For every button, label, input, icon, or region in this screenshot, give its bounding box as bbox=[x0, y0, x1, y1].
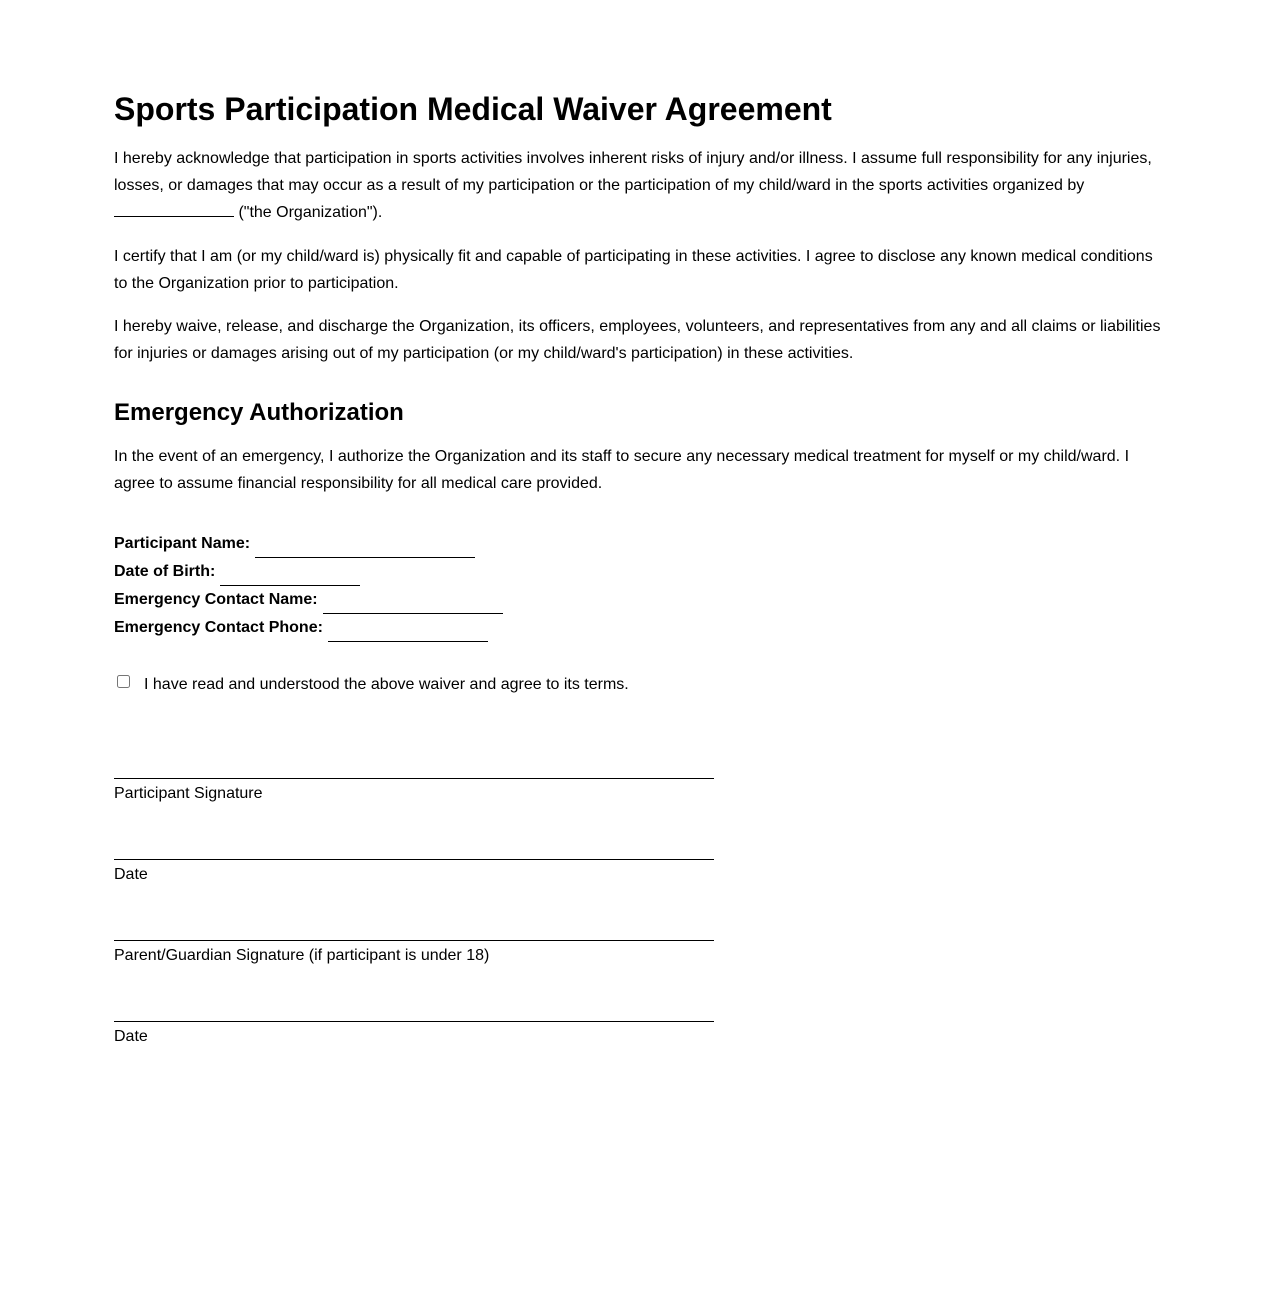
agreement-row[interactable] bbox=[114, 676, 629, 694]
organization-suffix: ("the Organization"). bbox=[234, 204, 383, 221]
emergency-contact-name-field[interactable] bbox=[114, 590, 503, 610]
date-of-birth-field[interactable] bbox=[114, 562, 360, 582]
organization-blank-line bbox=[114, 202, 234, 217]
agreement-label: I have read and understood the above waiver and agree to its terms. bbox=[144, 676, 629, 693]
page-title: Sports Participation Medical Waiver Agreement bbox=[114, 91, 832, 127]
date-label: Date bbox=[114, 866, 148, 883]
emergency-contact-phone-field[interactable] bbox=[114, 618, 488, 638]
participant-name-field[interactable] bbox=[114, 534, 475, 554]
date-label: Date bbox=[114, 1028, 148, 1045]
paragraph-certification: I certify that I am (or my child/ward is) physically fit and capable of participating in these activities. I agree to disclose any known medical conditions to the Organization prior to participation. bbox=[114, 248, 1153, 292]
date-of-birth-input-line[interactable] bbox=[220, 569, 360, 586]
participant-name-input-line[interactable] bbox=[255, 541, 475, 558]
paragraph-acknowledgement bbox=[114, 145, 1164, 226]
emergency-contact-name-input-line[interactable] bbox=[323, 597, 503, 614]
field-label: Date of Birth: bbox=[114, 563, 216, 580]
emergency-contact-phone-input-line[interactable] bbox=[328, 625, 488, 642]
date-line[interactable] bbox=[114, 859, 714, 860]
guardian-signature-block[interactable] bbox=[114, 940, 714, 966]
signature-label: Parent/Guardian Signature (if participant is under 18) bbox=[114, 947, 490, 964]
participant-date-block[interactable] bbox=[114, 859, 714, 885]
section-heading-emergency: Emergency Authorization bbox=[114, 399, 404, 426]
field-label: Emergency Contact Phone: bbox=[114, 619, 323, 636]
paragraph-emergency: In the event of an emergency, I authorize the Organization and its staff to secure any necessary medical treatment for myself or my child/ward. I agree to assume financial responsibility for all medical care provided. bbox=[114, 448, 1130, 492]
participant-signature-block[interactable] bbox=[114, 778, 714, 804]
agreement-checkbox[interactable] bbox=[117, 675, 130, 688]
paragraph-text: I hereby acknowledge that participation in sports activities involves inherent risks of injury and/or illness. I assume full responsibility for any injuries, losses, or damages that may occur as a result of my participation or the participation of my child/ward in the sports activities organized by bbox=[114, 150, 1152, 194]
signature-label: Participant Signature bbox=[114, 785, 263, 802]
field-label: Participant Name: bbox=[114, 535, 251, 552]
signature-line[interactable] bbox=[114, 940, 714, 941]
field-label: Emergency Contact Name: bbox=[114, 591, 318, 608]
guardian-date-block[interactable] bbox=[114, 1021, 714, 1047]
paragraph-release: I hereby waive, release, and discharge the Organization, its officers, employees, volunteers, and representatives from any and all claims or liabilities for injuries or damages arising out of my participation (or my child/ward's participation) in these activities. bbox=[114, 318, 1161, 362]
signature-line[interactable] bbox=[114, 778, 714, 779]
date-line[interactable] bbox=[114, 1021, 714, 1022]
